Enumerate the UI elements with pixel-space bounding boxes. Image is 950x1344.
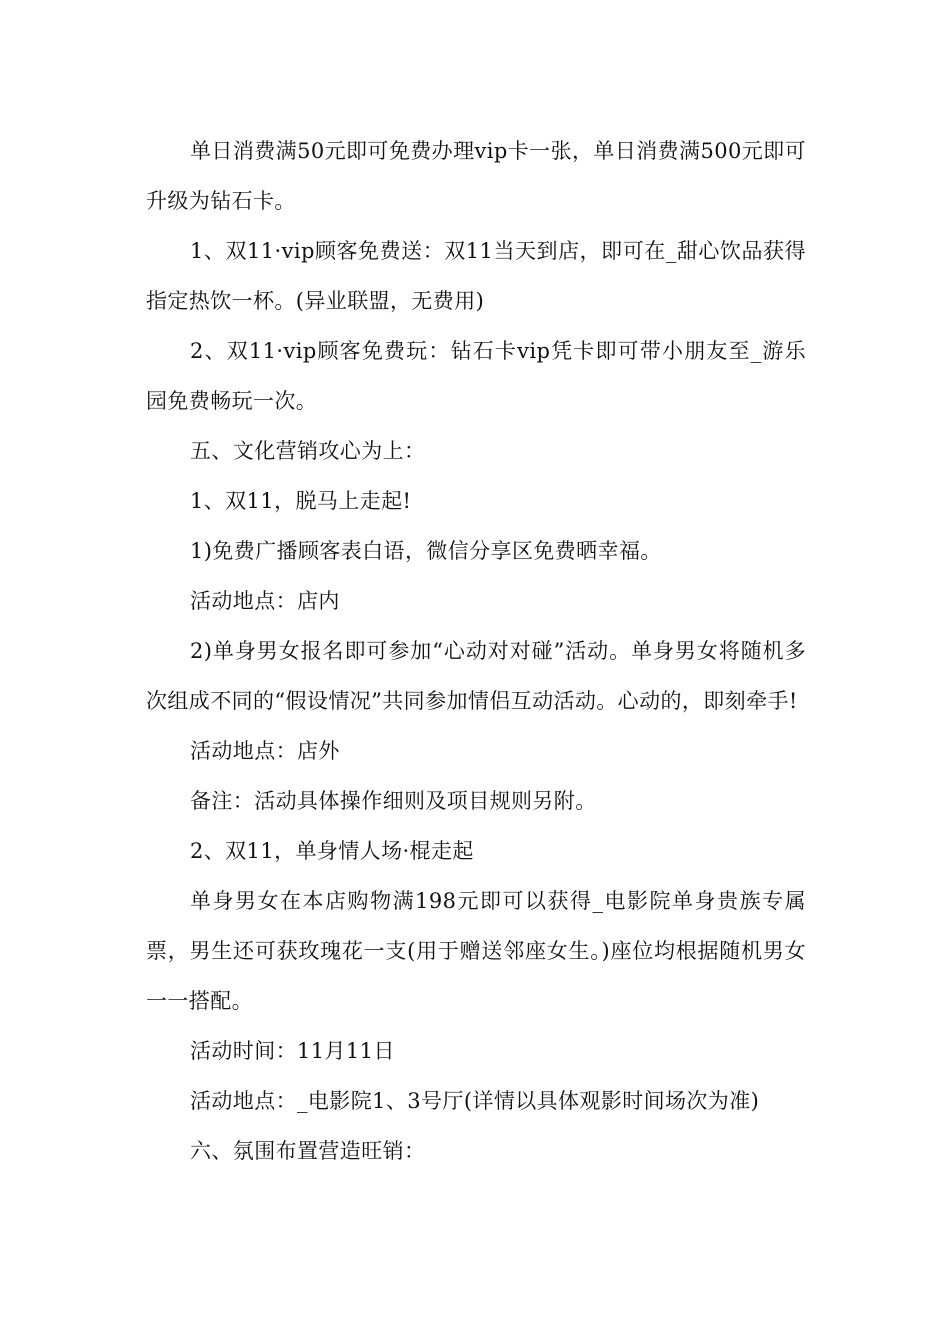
paragraph-cinema-location: 活动地点：_电影院1、3号厅(详情以具体观影时间场次为准)	[190, 1089, 760, 1113]
paragraph-vip-free-gift: 1、双11·vip顾客免费送：双11当天到店，即可在_甜心饮品获得指定热饮一杯。(异业联盟，无费用)	[146, 239, 806, 313]
section-heading-atmosphere: 六、氛围布置营造旺销：	[190, 1139, 426, 1163]
paragraph-remark: 备注：活动具体操作细则及项目规则另附。	[190, 789, 597, 813]
paragraph-matching-event: 2)单身男女报名即可参加“心动对对碰”活动。单身男女将随机多次组成不同的“假设情况”共同参加情侣互动活动。心动的，即刻牵手!	[146, 639, 806, 713]
subheading-singles-session: 2、双11，单身情人场·棍走起	[190, 839, 474, 863]
paragraph-vip-card: 单日消费满50元即可免费办理vip卡一张，单日消费满500元即可升级为钻石卡。	[146, 139, 806, 213]
paragraph-broadcast: 1)免费广播顾客表白语，微信分享区免费晒幸福。	[190, 539, 662, 563]
document-body	[146, 126, 806, 1176]
paragraph-event-time: 活动时间：11月11日	[190, 1039, 395, 1063]
section-heading-culture-marketing: 五、文化营销攻心为上：	[190, 439, 426, 463]
paragraph-vip-free-play: 2、双11·vip顾客免费玩：钻石卡vip凭卡即可带小朋友至_游乐园免费畅玩一次。	[146, 339, 806, 413]
paragraph-location-outdoor: 活动地点：店外	[190, 739, 340, 763]
paragraph-cinema-ticket: 单身男女在本店购物满198元即可以获得_电影院单身贵族专属票，男生还可获玫瑰花一支(用于赠送邻座女生。)座位均根据随机男女一一搭配。	[146, 889, 806, 1013]
paragraph-location-indoor: 活动地点：店内	[190, 589, 340, 613]
subheading-double-11: 1、双11，脱马上走起!	[190, 489, 412, 513]
